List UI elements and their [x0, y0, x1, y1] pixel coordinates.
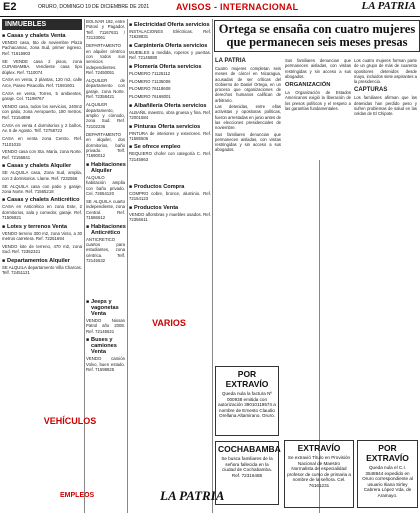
classified-subheading	[2, 163, 82, 169]
article-paragraph: Los familiares afirman que las detenidas han perdido peso y sufren problemas de salud en las celdas de El Chipote.	[354, 95, 417, 117]
classified-ad: ALQUILER de departamento con garaje, zona Norte. Ref. 72358421	[86, 78, 125, 100]
section-header-inmuebles: INMUEBLES	[2, 19, 82, 30]
classified-ad: DEPARTAMENTO en alquiler, dos dormitorios, baño privado. Telf. 71690012	[86, 131, 125, 159]
classified-ad: ALQUILER departamento, amplio y cómodo, zona Sud. Ref. 72102236	[86, 102, 125, 129]
notice-title: POR EXTRAVÍO	[225, 369, 269, 389]
classified-ad: INSTALACIONES Eléctricas. Ref. 71628831	[129, 29, 211, 40]
classified-ad: VENDO casa, 5to de noviembre Plaza Pachacamac, zona Sud, primer ingreso. Ref. 71615903	[2, 40, 82, 56]
classified-ad: BOLIVAR 192, entre Potosí y Pagador. Telf. 71167631 / 72133061	[86, 19, 125, 41]
classified-ad: ANTICRETICO cuartos para estudiantes, zona céntrica. Telf. 72145532	[86, 236, 125, 264]
classified-ad: VENDO terreno 300 m2, zona Vinto, a 30 metros carretera. Ref. 72251694	[2, 230, 82, 241]
classified-subheading-label: Lotes y terrenos Venta	[7, 223, 68, 230]
notice-text: Queda nula la factura Nº 000938 emitida con autorización 39010119574 a nombre de Ernesto Claudio Orellana Altamirano. Oruro.	[218, 391, 276, 419]
bullet-square-icon: ■	[86, 299, 90, 306]
classified-ad: CASA en venta 4 dormitorios y 2 baños, Av. 6 de Agosto. Telf. 72758722	[2, 122, 82, 134]
classified-ad: VENDO Nissan Patrol año 2008. Ref. 72145621	[86, 318, 125, 334]
classified-subheading-label: Pinturas Oferta servicios	[134, 123, 201, 130]
bullet-square-icon: ■	[129, 63, 133, 70]
classified-ad: CASA en Anticrético en zona Este, 2 dormitorios, sala y comedor, garaje. Ref. 71506821	[2, 204, 82, 221]
classified-ad: PLOMERO 76118608	[129, 86, 171, 92]
classified-ad: ALBAÑIL maestro, obra gruesa y fina. Ref. 72001584	[129, 109, 211, 121]
classified-ad: PLOMERO 71135006	[129, 78, 171, 84]
classified-subheading-label: Casas y chalets Alquiler	[7, 163, 72, 170]
bullet-square-icon: ■	[129, 204, 133, 211]
classified-ad: COMPRO cobre, bronce, aluminio. Ref. 72154123	[129, 190, 211, 202]
bullet-square-icon: ■	[86, 223, 90, 230]
bullet-square-icon: ■	[129, 123, 133, 130]
classified-subheading	[129, 205, 211, 211]
classified-ad: CASA en venta, Torres, 5 ambientes, garaje. Cel. 71198767	[2, 90, 82, 102]
article-source: LA PATRIA	[215, 58, 246, 64]
bullet-square-icon: ■	[2, 163, 6, 170]
notice-box-extravio	[215, 366, 279, 436]
classified-subheading-label: Jeeps y vagonetas Venta	[91, 299, 119, 318]
classified-subheading	[86, 299, 125, 317]
classified-ad: DEPARTAMENTO en alquiler céntrico con todos sus servicios independientes. Ref. 72450051	[86, 43, 125, 76]
notice-box-extravio-ci	[357, 440, 418, 508]
newspaper-logo-footer: LA PATRIA	[160, 488, 225, 503]
classifieds-column-3	[129, 19, 211, 225]
notice-title: POR EXTRAVÍO	[366, 443, 409, 463]
article-column-3	[354, 58, 417, 118]
article-column-2	[285, 58, 351, 112]
classified-subheading	[129, 124, 211, 130]
page-header	[0, 0, 420, 17]
classified-subheading	[2, 33, 82, 39]
bullet-square-icon: ■	[129, 144, 133, 151]
article-headline: Ortega se ensaña con cuatro mujeres que permanecen seis meses presas	[214, 20, 420, 52]
classified-subheading-label: Electricidad Oferta servicios	[134, 22, 210, 28]
classified-ad: SE ALQUILA casa, Zona Sud, amplia, con 3 dormitorios. Llame. Ref. 7232566	[2, 170, 82, 181]
article-paragraph: Sus familiares denuncian que permanecen aisladas, con visitas restringidas y sin acceso a sus abogados.	[285, 58, 351, 79]
classified-subheading	[129, 184, 211, 190]
bullet-square-icon: ■	[129, 42, 133, 49]
classified-ad: VENDO alfombras y muebles usados. Ref. 72356611	[129, 211, 211, 222]
section-label-empleos: EMPLEOS	[60, 492, 95, 499]
notice-text: Queda nula el C.I. 3548844 expedido en Oruro correspondiente al usuario Iliana Sirley Cabrera López Vda. de Aramayo.	[362, 465, 413, 498]
bullet-square-icon: ■	[129, 183, 133, 190]
classified-ad: REQUIERO chofer con categoría C. Ref. 72145863	[129, 151, 211, 162]
article-paragraph: La Organización de Estados Americanos exigió la liberación de los presos políticos y el respeto a las garantías fundamentales.	[285, 90, 351, 112]
classified-ad: PINTURA de interiores y exteriores. Ref. 71585506	[129, 130, 211, 141]
bullet-square-icon: ■	[2, 257, 6, 264]
classified-ad: SE ALQUILA departamento Villa Charcas. Telf. 72451121	[2, 264, 82, 276]
classified-ad: PLOMERO 76168001	[129, 94, 171, 100]
issue-date: ORURO, DOMINGO 19 DE DICIEMBRE DE 2021	[38, 4, 150, 10]
column-divider	[84, 19, 85, 513]
classified-subheading-label: Productos Venta	[134, 204, 179, 211]
section-label-vehiculos: VEHÍCULOS	[43, 416, 97, 426]
classified-subheading	[2, 224, 82, 230]
bullet-square-icon: ■	[129, 22, 133, 28]
classified-ad: VENDO casa, todos los servicios, 240m2 con patio, zona Aeropuerto, 180 metros. Ref. 72154898	[2, 104, 82, 120]
classified-subheading-label: Casas y chalets Venta	[7, 33, 66, 39]
classified-subheading	[86, 162, 125, 174]
classified-ad: ALQUILO habitación amplia con baño privado. Cel. 72654120	[86, 174, 125, 196]
article-paragraph: Las detenidas, entre ellas activistas y opositoras políticas, fueron arrestadas en junio antes de las elecciones presidenciales de noviembre.	[215, 104, 281, 131]
notice-title: COCHABAMBA	[218, 444, 281, 454]
section-number: E2	[3, 1, 17, 13]
classified-ad: CASA en venta zona Centro. Ref. 71101015	[2, 136, 82, 147]
notice-box-extravio-titulo	[284, 440, 354, 508]
classified-subheading	[2, 258, 82, 264]
column-divider	[212, 19, 213, 513]
classified-subheading-label: Habitaciones Alquiler	[91, 161, 126, 174]
notice-text: Se extravió Título en Provisión Nacional de Maestro Normalista de especialidad profesor de curso de primaria a nombre de la señora. Cel. 76161231	[287, 455, 351, 488]
classified-subheading-label: Buses y camiones Venta	[91, 337, 117, 356]
article-subheading: ORGANIZACIÓN	[285, 82, 331, 89]
bullet-square-icon: ■	[2, 197, 6, 204]
bullet-square-icon: ■	[86, 337, 90, 344]
classified-subheading-label: Carpintería Oferta servicios	[134, 42, 208, 49]
article-column-1	[215, 58, 281, 154]
article-subheading: CAPTURAS	[354, 87, 388, 94]
classified-subheading	[86, 337, 125, 355]
bullet-square-icon: ■	[2, 223, 6, 230]
classified-subheading-label: Albañilería Oferta servicios	[134, 102, 207, 109]
classified-subheading	[86, 224, 125, 236]
classified-subheading	[2, 197, 82, 203]
notice-text: Se busca familiares de la señora fallecida en la ciudad de Cochabamba. Ref. 72316488	[221, 456, 273, 478]
classified-subheading-label: Habitaciones Anticrético	[91, 223, 126, 236]
classified-subheading-label: Se ofrece empleo	[134, 144, 181, 151]
section-label-varios: VARIOS	[152, 318, 186, 328]
classifieds-column-2b	[86, 19, 125, 375]
classified-ad: MUEBLES a medida, roperos y puertas. Ref. 72145880	[129, 49, 211, 61]
article-paragraph: Los cuatro mujeres forman parte de un grupo de más de cuarenta opositores detenidos desde mayo, incluidos siete aspirantes a la presidencia.	[354, 58, 417, 85]
classified-subheading-label: Plomería Oferta servicios	[134, 63, 202, 70]
classified-subheading	[129, 64, 211, 70]
article-paragraph: Cuatro mujeres completan seis meses de cárcel en Nicaragua, acusadas de ser críticas del Gobierno de Daniel Ortega, en un proceso que organizaciones de derechos humanos califican de arbitrario.	[215, 66, 281, 103]
classified-ad: VENDO camión Volvo, buen estado. Ref. 71598825	[86, 356, 125, 373]
classifieds-column-1	[2, 19, 82, 278]
classified-ad: SE ALQUILA casa con patio y garaje, zona Norte. Ref. 71565218	[2, 183, 82, 194]
bullet-square-icon: ■	[86, 161, 90, 168]
bullet-square-icon: ■	[129, 102, 133, 109]
classified-ad: VENDO lote de terreno, 470 m2, zona Sud. Ref. 72352321	[2, 243, 82, 255]
classified-ad: PLOMERO 71126112	[129, 70, 171, 76]
newspaper-logo: LA PATRIA	[361, 0, 416, 12]
classified-subheading-label: Casas y chalets Anticrético	[7, 197, 80, 204]
column-divider	[127, 19, 128, 513]
classified-subheading	[129, 22, 211, 28]
classified-subheading-label: Departamentos Alquiler	[7, 257, 70, 264]
notice-title: EXTRAVÍO	[297, 443, 341, 453]
classified-subheading	[129, 103, 211, 109]
bullet-square-icon: ■	[2, 33, 6, 39]
classified-ad: VENDO casa con Sta. Maria, zona Norte. Ref. 72156841	[2, 149, 82, 160]
classified-ad: SE ALQUILA cuarto independiente, zona Central. Ref. 71586612	[86, 198, 125, 221]
notice-box-cochabamba	[215, 441, 279, 505]
section-category: AVISOS - INTERNACIONAL	[176, 2, 299, 12]
classified-ad: CASA en venta, 2 plantas, 120 m2, calle Arce, Paseo Pisacolla. Ref. 71591601	[2, 77, 82, 88]
classified-ad: SE VENDE casa 2 pisos, zona CURABAMBA. Vendiente casa tipo dúplex. Ref. 7110074	[2, 58, 82, 75]
classified-subheading	[129, 43, 211, 49]
classified-subheading-label: Productos Compra	[134, 183, 185, 190]
classified-subheading	[129, 144, 211, 150]
article-paragraph: Sus familiares denuncian que permanecen aisladas, con visitas restringidas y sin acceso a sus abogados.	[215, 131, 281, 153]
